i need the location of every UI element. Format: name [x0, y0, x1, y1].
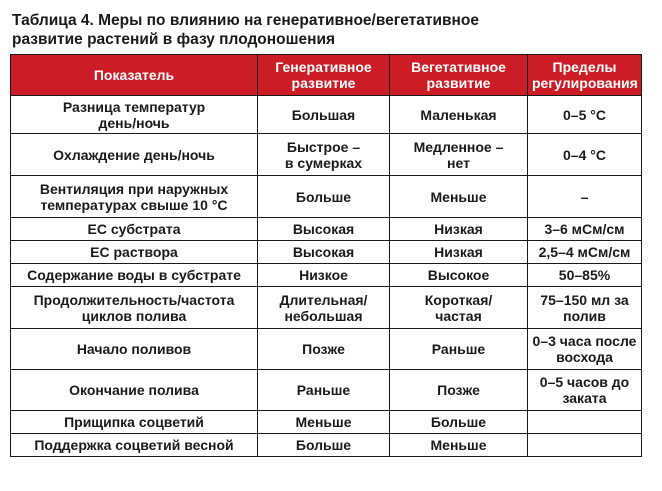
cell-limits: 0–5 часов до заката: [528, 370, 642, 411]
cell-limits: [528, 411, 642, 434]
table-row: [11, 370, 642, 411]
cell-generative: Низкое: [258, 264, 390, 287]
cell-generative: Больше: [258, 176, 390, 218]
table-row: [11, 176, 642, 218]
cell-generative: Позже: [258, 329, 390, 370]
cell-vegetative: Низкая: [390, 218, 528, 241]
header-limits: Пределы регулирования: [528, 55, 642, 96]
table-title: [12, 11, 652, 49]
cell-indicator: Содержание воды в субстрате: [11, 264, 258, 287]
cell-generative: Раньше: [258, 370, 390, 411]
cell-indicator: ЕС субстрата: [11, 218, 258, 241]
header-generative: Генеративное развитие: [258, 55, 390, 96]
cell-limits: 0–4 °С: [528, 134, 642, 176]
table-row: [11, 218, 642, 241]
cell-limits: 0–5 °С: [528, 96, 642, 134]
cell-generative: Высокая: [258, 241, 390, 264]
cell-vegetative: Медленное – нет: [390, 134, 528, 176]
cell-generative: Быстрое – в сумерках: [258, 134, 390, 176]
cell-vegetative: Высокое: [390, 264, 528, 287]
cell-vegetative: Короткая/ частая: [390, 287, 528, 329]
cell-indicator: Начало поливов: [11, 329, 258, 370]
table-row: [11, 434, 642, 457]
table-row: [11, 96, 642, 134]
header-vegetative: Вегетативное развитие: [390, 55, 528, 96]
cell-indicator: Продолжительность/частота циклов полива: [11, 287, 258, 329]
cell-vegetative: Низкая: [390, 241, 528, 264]
cell-vegetative: Больше: [390, 411, 528, 434]
table-row: [11, 241, 642, 264]
table-row: [11, 329, 642, 370]
cell-indicator: Охлаждение день/ночь: [11, 134, 258, 176]
cell-vegetative: Позже: [390, 370, 528, 411]
cell-indicator: Разница температур день/ночь: [11, 96, 258, 134]
cell-indicator: Окончание полива: [11, 370, 258, 411]
cell-limits: 2,5–4 мСм/см: [528, 241, 642, 264]
cell-limits: 3–6 мСм/см: [528, 218, 642, 241]
cell-limits: 75–150 мл за полив: [528, 287, 642, 329]
header-indicator: Показатель: [11, 55, 258, 96]
measures-table: [10, 54, 642, 457]
table-header-row: [11, 55, 642, 96]
cell-generative: Меньше: [258, 411, 390, 434]
table-row: [11, 287, 642, 329]
cell-generative: Больше: [258, 434, 390, 457]
cell-vegetative: Меньше: [390, 176, 528, 218]
cell-vegetative: Маленькая: [390, 96, 528, 134]
cell-limits: 50–85%: [528, 264, 642, 287]
cell-indicator: ЕС раствора: [11, 241, 258, 264]
cell-indicator: Прищипка соцветий: [11, 411, 258, 434]
table-title-line-2: развитие растений в фазу плодоношения: [12, 31, 336, 48]
cell-indicator: Вентиляция при наружных температурах свыше 10 °С: [11, 176, 258, 218]
cell-limits: –: [528, 176, 642, 218]
table-row: [11, 264, 642, 287]
cell-generative: Длительная/ небольшая: [258, 287, 390, 329]
cell-generative: Высокая: [258, 218, 390, 241]
cell-limits: 0–3 часа после восхода: [528, 329, 642, 370]
table-row: [11, 411, 642, 434]
cell-indicator: Поддержка соцветий весной: [11, 434, 258, 457]
table-title-line-1: Таблица 4. Меры по влиянию на генеративное/вегетативное: [12, 12, 479, 29]
cell-vegetative: Раньше: [390, 329, 528, 370]
table-row: [11, 134, 642, 176]
cell-generative: Большая: [258, 96, 390, 134]
cell-limits: [528, 434, 642, 457]
cell-vegetative: Меньше: [390, 434, 528, 457]
